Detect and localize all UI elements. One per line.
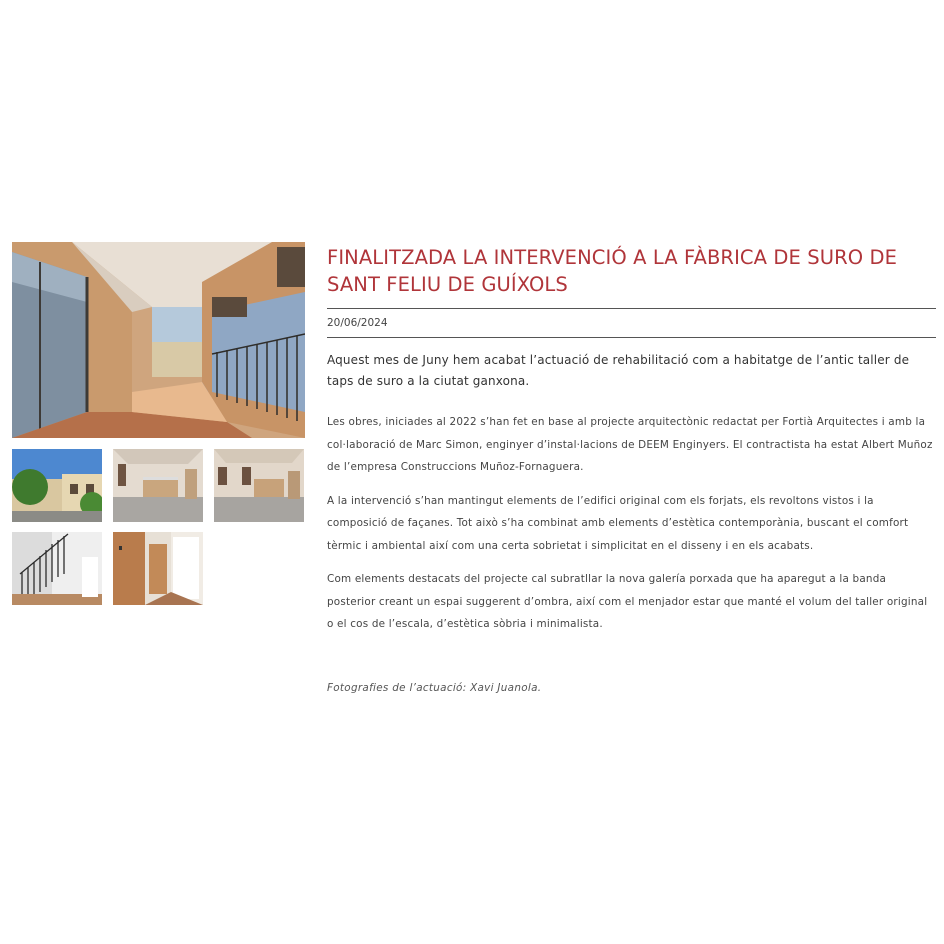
- article: [327, 242, 936, 694]
- thumbnail-hallway[interactable]: [113, 532, 203, 605]
- thumbnail-kitchen[interactable]: [113, 449, 203, 522]
- thumbnail-staircase[interactable]: [12, 532, 102, 605]
- article-lead: Aquest mes de Juny hem acabat l’actuació de rehabilitació com a habitatge de l’antic taller de taps de suro a la ciutat ganxona.: [327, 353, 910, 388]
- article-date: 20/06/2024: [327, 317, 388, 329]
- main-photo[interactable]: [12, 242, 305, 438]
- thumbnail-exterior[interactable]: [12, 449, 102, 522]
- article-title: FINALITZADA LA INTERVENCIÓ A LA FÀBRICA DE SURO DE SANT FELIU DE GUÍXOLS: [327, 246, 897, 296]
- thumbnail-living-room[interactable]: [214, 449, 304, 522]
- date-divider: [327, 337, 936, 338]
- article-paragraph: A la intervenció s’han mantingut elements de l’edifici original com els forjats, els revoltons vistos i la composició de façanes. Tot això s’ha combinat amb elements d’estètica contemporània, buscant el comfort tèrmic i ambiental així com una certa sobrietat i simplicitat en el disseny i en els acabats.: [327, 494, 909, 552]
- article-paragraph: Com elements destacats del projecte cal subratllar la nova galería porxada que ha aparegut a la banda posterior creant un espai suggerent d’ombra, així com el menjador estar que manté el volum del taller original o el cos de l’escala, d’estètica sòbria i minimalista.: [327, 573, 928, 630]
- article-paragraph: Les obres, iniciades al 2022 s’han fet en base al projecte arquitectònic redactat per Fortià Arquitectes i amb la col·laboració de Marc Simon, enginyer d’instal·lacions de DEEM Enginyers. El contractista ha estat Albert Muñoz de l’empresa Construccions Muñoz-Fornaguera.: [327, 416, 933, 473]
- photo-credit: Fotografies de l’actuació: Xavi Juanola.: [327, 681, 542, 694]
